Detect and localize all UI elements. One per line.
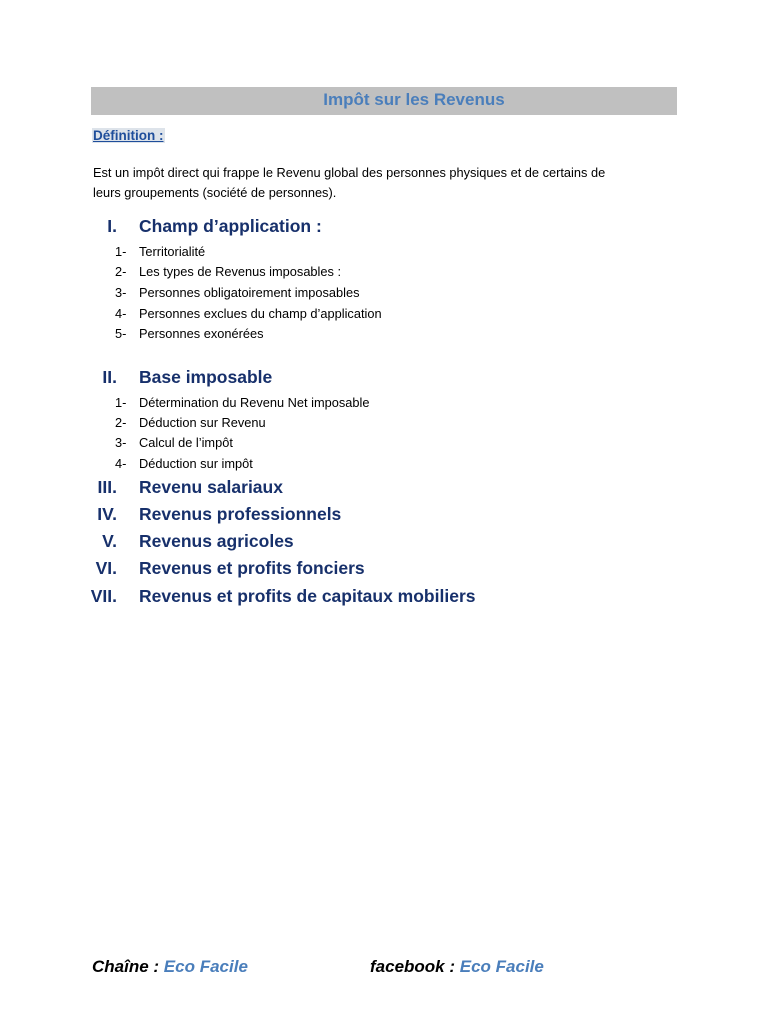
list-item-label: Personnes exclues du champ d’application bbox=[139, 306, 382, 321]
section-title: Revenus professionnels bbox=[139, 504, 342, 524]
list-item-number: 5- bbox=[115, 326, 127, 341]
list-item-label: Déduction sur Revenu bbox=[139, 415, 266, 430]
footer-facebook bbox=[370, 957, 544, 977]
list-item-label: Personnes exonérées bbox=[139, 326, 264, 341]
section-title: Champ d’application : bbox=[139, 216, 322, 236]
list-item-number: 4- bbox=[115, 456, 127, 471]
section-number: V. bbox=[102, 531, 117, 551]
list-item-label: Les types de Revenus imposables : bbox=[139, 264, 342, 279]
section-number: I. bbox=[107, 216, 117, 236]
list-item-number: 1- bbox=[115, 395, 127, 410]
list-item-label: Calcul de l’impôt bbox=[139, 435, 233, 450]
section-title: Revenus et profits de capitaux mobiliers bbox=[139, 586, 476, 606]
section-number: III. bbox=[97, 477, 117, 497]
section-title: Revenus agricoles bbox=[139, 531, 294, 551]
definition-text-line: Est un impôt direct qui frappe le Revenu global des personnes physiques et de certains de bbox=[93, 165, 606, 180]
footer-facebook-key: facebook : bbox=[370, 957, 456, 976]
list-item-number: 4- bbox=[115, 306, 127, 321]
list-item-number: 2- bbox=[115, 415, 127, 430]
section-number: VI. bbox=[95, 558, 117, 578]
section-number: II. bbox=[102, 367, 117, 387]
footer-channel-value: Eco Facile bbox=[163, 957, 248, 976]
definition-text-line: leurs groupements (société de personnes). bbox=[93, 185, 337, 200]
list-item-label: Territorialité bbox=[139, 244, 206, 259]
section-title: Revenu salariaux bbox=[139, 477, 283, 497]
list-item-label: Détermination du Revenu Net imposable bbox=[139, 395, 370, 410]
title-bar bbox=[91, 87, 677, 115]
list-item-label: Déduction sur impôt bbox=[139, 456, 253, 471]
page-title: Impôt sur les Revenus bbox=[323, 90, 505, 109]
definition-label: Définition : bbox=[93, 128, 164, 143]
list-item-label: Personnes obligatoirement imposables bbox=[139, 285, 360, 300]
footer-channel bbox=[92, 957, 248, 977]
section-number: VII. bbox=[90, 586, 117, 606]
list-item-number: 3- bbox=[115, 435, 127, 450]
list-item-number: 1- bbox=[115, 244, 127, 259]
definition-text bbox=[93, 163, 673, 203]
footer-facebook-value: Eco Facile bbox=[459, 957, 544, 976]
section-number: IV. bbox=[97, 504, 117, 524]
section-title: Revenus et profits fonciers bbox=[139, 558, 365, 578]
list-item-number: 3- bbox=[115, 285, 127, 300]
list-item-number: 2- bbox=[115, 264, 127, 279]
section-title: Base imposable bbox=[139, 367, 273, 387]
footer-channel-key: Chaîne : bbox=[92, 957, 160, 976]
